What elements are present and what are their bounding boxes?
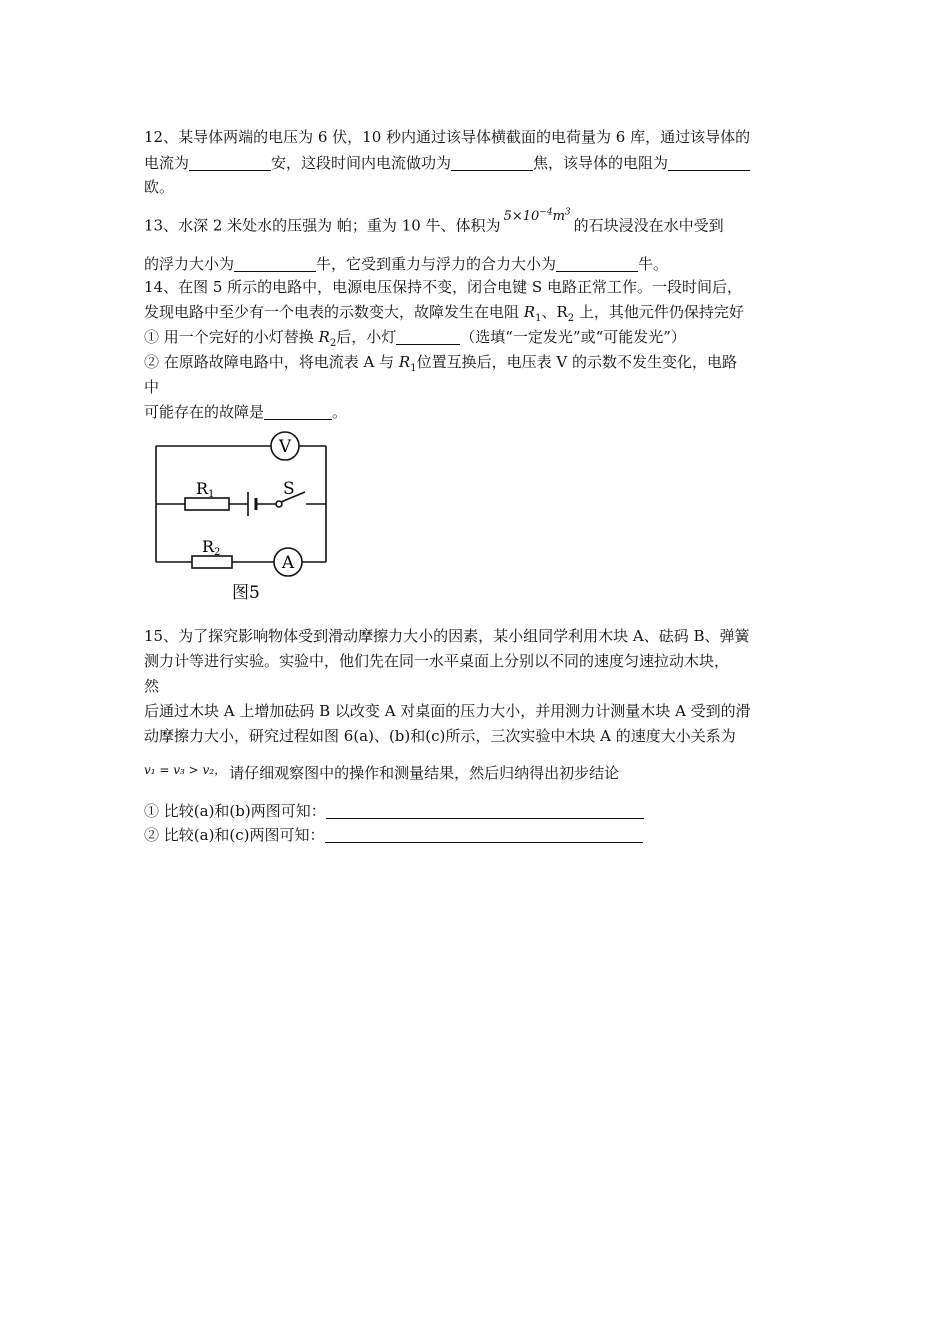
q15-conclusion-1 — [144, 800, 644, 822]
q15-blank-compare-ac[interactable] — [325, 826, 643, 843]
q14-replace-r: R — [318, 328, 330, 346]
q15-text-compare-ab: ① 比较(a)和(b)两图可知： — [144, 802, 326, 820]
switch-label: S — [283, 479, 295, 499]
q14-text-others: 上，其他元件仍保持完好 — [574, 303, 744, 321]
q14-r1-sub: 1 — [535, 313, 542, 324]
voltmeter-label: V — [278, 437, 292, 457]
q15-text-observe: 请仔细观察图中的操作和测量结果，然后归纳得出初步结论 — [229, 764, 620, 782]
q14-text-lamp: 后，小灯 — [336, 328, 397, 346]
q14-line-5: 中 — [144, 378, 160, 396]
q14-swap-r: R — [398, 353, 411, 371]
q12-text-current: 电流为 — [144, 154, 190, 172]
q15-blank-compare-ab[interactable] — [326, 802, 644, 819]
q13-text-net-force: 牛，它受到重力与浮力的合力大小为 — [316, 255, 557, 273]
resistor-r1 — [185, 498, 229, 510]
volume-coefficient: 5×10 — [503, 209, 540, 225]
r1-label: R1 — [196, 479, 215, 500]
q14-text-swap: ② 在原路故障电路中，将电流表 A 与 — [144, 353, 399, 371]
q14-swap-r-sub: 1 — [410, 363, 417, 374]
q12-text-resistance: 焦，该导体的电阻为 — [533, 154, 669, 172]
q15-line-1: 15、为了探究影响物体受到滑动摩擦力大小的因素，某小组同学利用木块 A、砝码 B、弹簧 — [144, 627, 750, 645]
q13-text-pressure: 13、水深 2 米处水的压强为 帕；重为 10 牛、体积为 — [144, 216, 501, 235]
q13-volume-formula — [504, 209, 571, 224]
volume-exponent: −4 — [539, 208, 553, 218]
q12-text-work: 安，这段时间内电流做功为 — [271, 154, 452, 172]
q15-line-2: 测力计等进行实验。实验中，他们先在同一水平桌面上分别以不同的速度匀速拉动木块， — [144, 652, 730, 670]
q14-blank-lamp[interactable] — [396, 328, 460, 345]
volume-unit-exponent: 3 — [564, 208, 571, 218]
q13-blank-net-force[interactable] — [556, 255, 638, 272]
r2-label: R2 — [202, 537, 221, 558]
ammeter-label: A — [281, 553, 295, 573]
q14-text-possible-fault: 可能存在的故障是 — [144, 403, 265, 421]
q15-line-4: 后通过木块 A 上增加砝码 B 以改变 A 对桌面的压力大小，并用测力计测量木块 A 受到的滑 — [144, 702, 751, 720]
q15-line-5: 动摩擦力大小，研究过程如图 6(a)、(b)和(c)所示，三次实验中木块 A 的速度大小关系为 — [144, 727, 736, 745]
q15-line-3: 然 — [144, 677, 160, 695]
q13-text-buoyancy: 的浮力大小为 — [144, 255, 235, 273]
q14-text-fault: 发现电路中至少有一个电表的示数变大，故障发生在电阻 — [144, 303, 524, 321]
q13-line-1 — [144, 208, 724, 238]
q14-blank-fault[interactable] — [264, 403, 332, 420]
q14-r2-sub: 2 — [567, 313, 575, 324]
volume-unit: m — [552, 209, 565, 225]
q14-line-6 — [144, 401, 347, 423]
q13-blank-buoyancy[interactable] — [234, 255, 316, 272]
q14-replace-r-sub: 2 — [329, 338, 337, 349]
q14-text-voltmeter: 位置互换后，电压表 V 的示数不发生变化，电路 — [416, 353, 737, 371]
figure-5-circuit — [140, 428, 340, 608]
figure-5-caption: 图5 — [232, 583, 260, 603]
q14-text-period: 。 — [332, 403, 348, 421]
q12-blank-work[interactable] — [451, 154, 533, 171]
q15-line-6 — [144, 762, 619, 785]
q12-blank-resistance[interactable] — [668, 154, 750, 171]
q14-text-replace: ① 用一个完好的小灯替换 — [144, 328, 319, 346]
q13-line-2 — [144, 253, 668, 275]
q14-r2: R — [556, 303, 568, 321]
q14-r1: R — [523, 303, 536, 321]
q13-text-stone: 的石块浸没在水中受到 — [573, 216, 724, 235]
q14-line-4 — [144, 351, 737, 380]
q15-conclusion-2 — [144, 824, 643, 846]
q14-separator: 、 — [541, 303, 557, 321]
q14-text-choice: （选填“一定发光”或“可能发光”） — [460, 328, 686, 346]
q13-text-end: 牛。 — [638, 255, 669, 273]
q14-line-1: 14、在图 5 所示的电路中，电源电压保持不变，闭合电键 S 电路正常工作。一段时间后， — [144, 278, 742, 296]
q15-text-compare-ac: ② 比较(a)和(c)两图可知： — [144, 826, 325, 844]
resistor-r2 — [192, 556, 232, 568]
q15-velocity-relation: v₁ = v₃ > v₂， — [144, 763, 227, 777]
q12-line-2 — [144, 152, 750, 174]
q12-line-1: 12、某导体两端的电压为 6 伏，10 秒内通过该导体横截面的电荷量为 6 库，通过该导体的 — [144, 128, 751, 146]
q12-line-3: 欧。 — [144, 178, 175, 196]
q12-blank-current[interactable] — [189, 154, 271, 171]
